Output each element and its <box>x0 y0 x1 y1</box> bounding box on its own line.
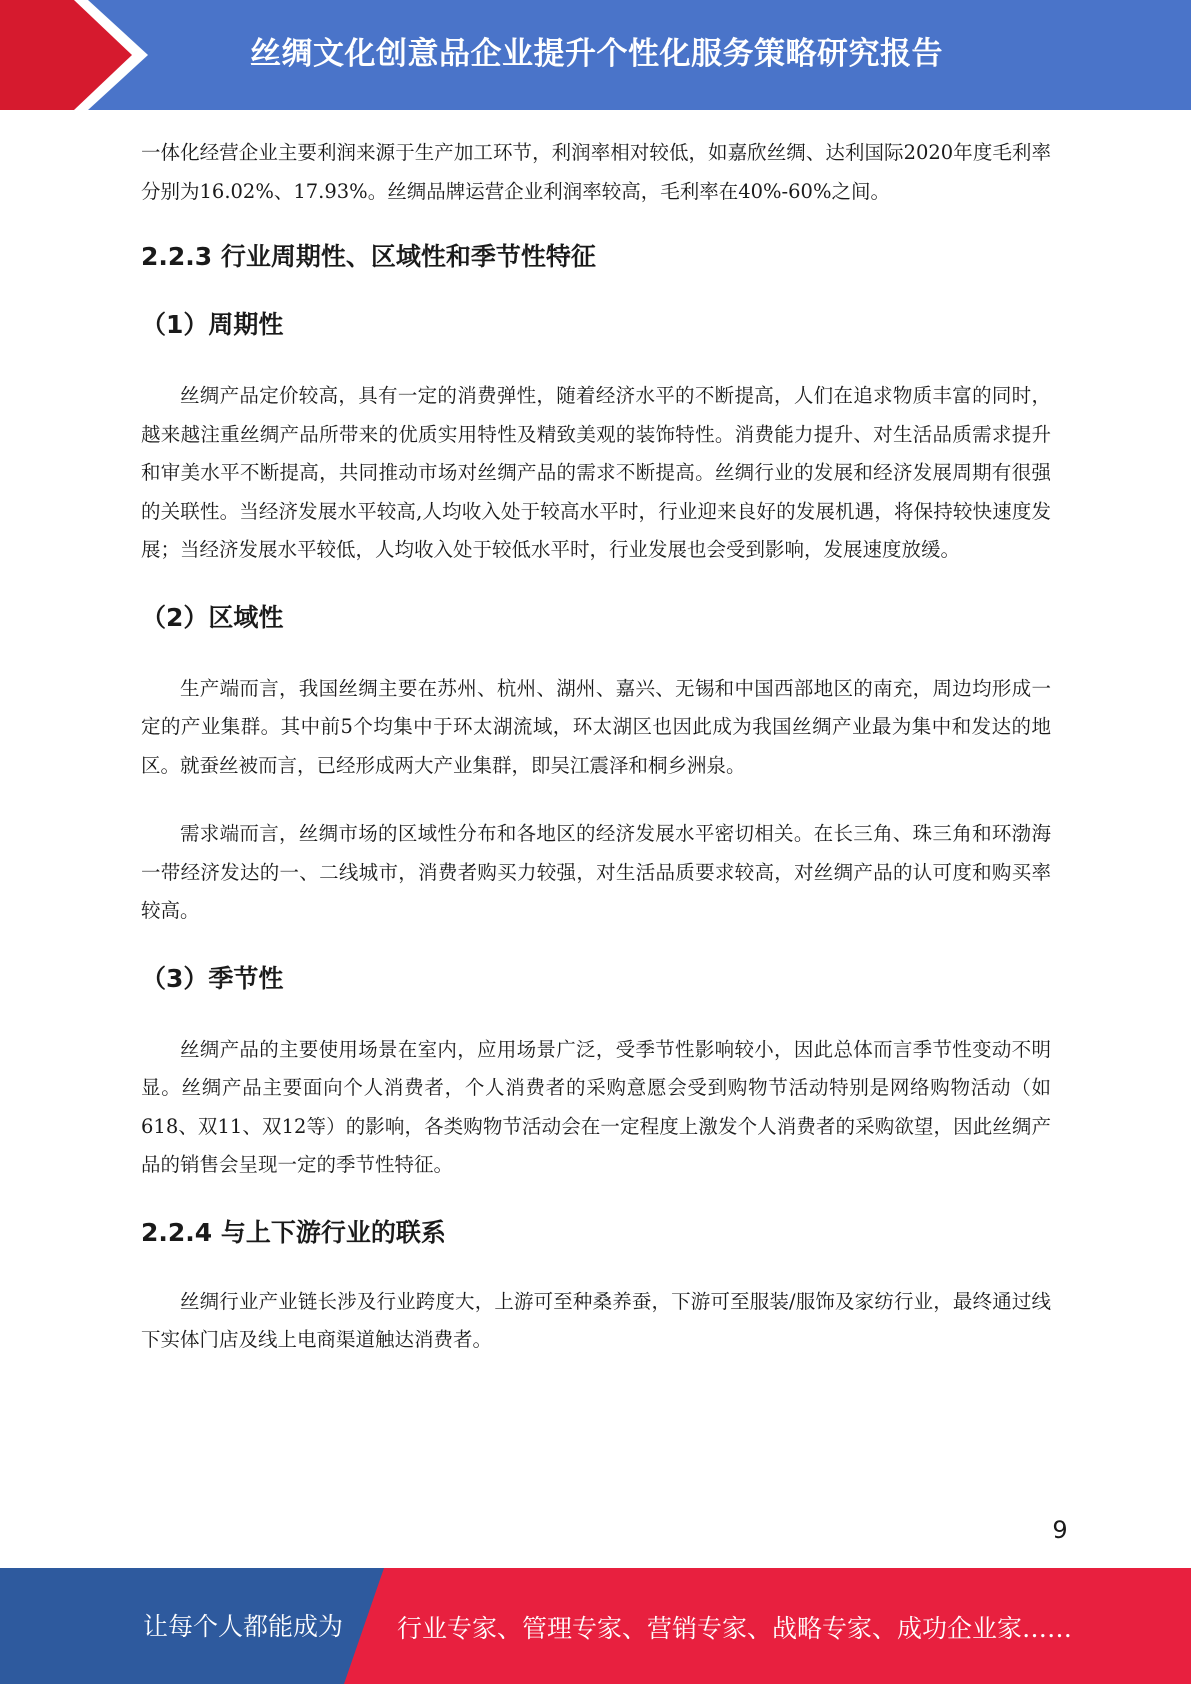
paragraph-regionality-production: 生产端而言，我国丝绸主要在苏州、杭州、湖州、嘉兴、无锡和中国西部地区的南充，周边均形成一定的产业集群。其中前5个均集中于环太湖流域，环太湖区也因此成为我国丝绸产业最为集中和发达的地区。就蚕丝被而言，已经形成两大产业集群，即吴江震泽和桐乡洲泉。 <box>141 676 1051 777</box>
header-arrow-red <box>0 0 132 110</box>
subheading-regionality: （2）区域性 <box>141 602 284 632</box>
footer-slogan-left: 让每个人都能成为 <box>143 1612 344 1641</box>
page-header <box>0 0 1191 110</box>
section-heading-2-2-3: 2.2.3 行业周期性、区域性和季节性特征 <box>141 242 596 271</box>
paragraph-seasonality: 丝绸产品的主要使用场景在室内，应用场景广泛，受季节性影响较小，因此总体而言季节性变动不明显。丝绸产品主要面向个人消费者，个人消费者的采购意愿会受到购物节活动特别是网络购物活动（如618、双11、双12等）的影响，各类购物节活动会在一定程度上激发个人消费者的采购欲望，因此丝绸产品的销售会呈现一定的季节性特征。 <box>141 1037 1051 1176</box>
paragraph-cyclicality: 丝绸产品定价较高，具有一定的消费弹性，随着经济水平的不断提高，人们在追求物质丰富的同时，越来越注重丝绸产品所带来的优质实用特性及精致美观的装饰特性。消费能力提升、对生活品质需求提升和审美水平不断提高，共同推动市场对丝绸产品的需求不断提高。丝绸行业的发展和经济发展周期有很强的关联性。当经济发展水平较高,人均收入处于较高水平时，行业迎来良好的发展机遇，将保持较快速度发展；当经济发展水平较低，人均收入处于较低水平时，行业发展也会受到影响，发展速度放缓。 <box>141 384 1051 561</box>
section-heading-2-2-4: 2.2.4 与上下游行业的联系 <box>141 1217 446 1247</box>
footer-slogan-right: 行业专家、管理专家、营销专家、战略专家、成功企业家…… <box>397 1614 1073 1643</box>
paragraph-upstream-downstream: 丝绸行业产业链长涉及行业跨度大，上游可至种桑养蚕，下游可至服装/服饰及家纺行业，最终通过线下实体门店及线上电商渠道触达消费者。 <box>141 1289 1051 1351</box>
report-title: 丝绸文化创意品企业提升个性化服务策略研究报告 <box>250 36 943 72</box>
subheading-seasonality: （3）季节性 <box>141 963 284 993</box>
intro-paragraph: 一体化经营企业主要利润来源于生产加工环节，利润率相对较低，如嘉欣丝绸、达利国际2020年度毛利率分别为16.02%、17.93%。丝绸品牌运营企业利润率较高，毛利率在40%-60%之间。 <box>141 141 1051 203</box>
page-number: 9 <box>1052 1516 1068 1544</box>
paragraph-regionality-demand: 需求端而言，丝绸市场的区域性分布和各地区的经济发展水平密切相关。在长三角、珠三角和环渤海一带经济发达的一、二线城市，消费者购买力较强，对生活品质要求较高，对丝绸产品的认可度和购买率较高。 <box>141 822 1051 922</box>
subheading-cyclicality: （1）周期性 <box>141 310 284 339</box>
header-arrow-decoration <box>0 0 160 110</box>
page-footer <box>0 1568 1191 1684</box>
page-content <box>141 134 1051 1360</box>
